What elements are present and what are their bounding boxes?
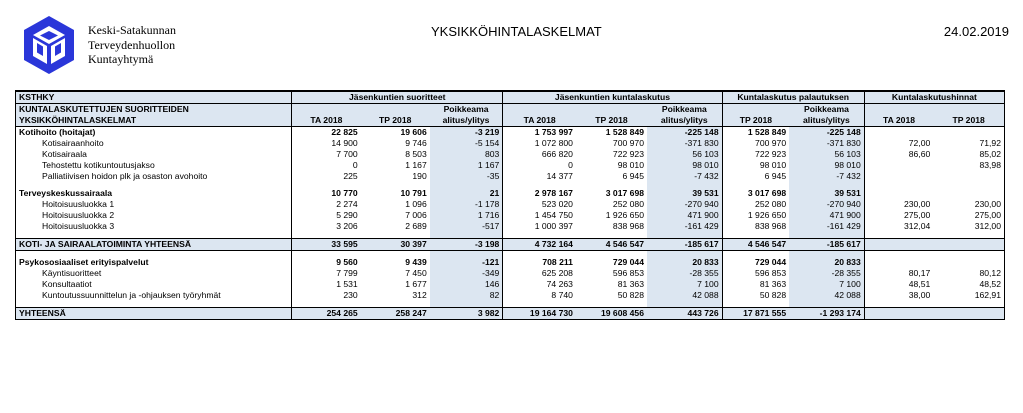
table-cell: 56 103 — [647, 149, 722, 160]
table-cell: 38,00 — [864, 290, 933, 301]
table-cell: -7 432 — [647, 171, 722, 182]
table-cell: 3 017 698 — [605, 188, 644, 198]
table-cell: 722 923 — [722, 149, 789, 160]
table-cell: 7 799 — [292, 268, 361, 279]
row-label: Hoitoisuusluokka 2 — [16, 210, 292, 221]
column-header: alitus/ylitys — [647, 115, 722, 127]
table-subtitle: YKSIKKÖHINTALASKELMAT — [16, 115, 292, 127]
table-cell: 6 945 — [622, 171, 644, 181]
row-label: Psykososiaaliset erityispalvelut — [16, 257, 292, 268]
table-row — [16, 279, 1005, 290]
org-line-2: Terveydenhuollon — [88, 37, 176, 52]
table-cell: -5 154 — [430, 138, 503, 149]
table-cell: -225 148 — [789, 127, 864, 139]
table-cell: 2 978 167 — [503, 188, 576, 199]
table-cell: 56 103 — [789, 149, 864, 160]
table-cell: 42 088 — [647, 290, 722, 301]
column-header: Poikkeama — [789, 104, 864, 116]
table-cell: 1 926 650 — [722, 210, 789, 221]
table-cell: 230,00 — [864, 199, 933, 210]
table-cell: 312,04 — [864, 221, 933, 232]
table-cell: 81 363 — [617, 279, 644, 289]
table-cell: 8 740 — [503, 290, 576, 301]
table-cell: 146 — [430, 279, 503, 290]
table-cell: 1 167 — [430, 160, 503, 171]
table-cell: 252 080 — [722, 199, 789, 210]
total-row — [16, 239, 1005, 251]
table-cell: 10 770 — [292, 188, 361, 199]
row-label: Kuntoutussuunnittelun ja -ohjauksen työryhmät — [16, 290, 292, 301]
table-cell — [864, 308, 933, 320]
table-cell: 81 363 — [722, 279, 789, 290]
table-cell — [933, 239, 1004, 251]
table-cell — [864, 239, 933, 251]
table-cell: 1 926 650 — [605, 210, 644, 220]
table-cell: 71,92 — [933, 138, 1004, 149]
table-cell: 6 945 — [722, 171, 789, 182]
table-cell: 7 100 — [789, 279, 864, 290]
table-row — [16, 127, 1005, 139]
table-cell: 1 096 — [405, 199, 427, 209]
column-header: TP 2018 — [933, 115, 1004, 127]
table-cell: 230 — [292, 290, 361, 301]
table-cell: -371 830 — [647, 138, 722, 149]
table-cell — [864, 160, 933, 171]
table-cell: 39 531 — [789, 188, 864, 199]
row-label: Kotisairaanhoito — [16, 138, 292, 149]
table-row — [16, 199, 1005, 210]
table-cell: -3 219 — [430, 127, 503, 139]
table-cell: 9 439 — [405, 257, 427, 267]
table-cell — [933, 308, 1004, 320]
table-cell: 625 208 — [503, 268, 576, 279]
column-header: TP 2018 — [722, 115, 789, 127]
table-cell: 19 164 730 — [503, 308, 576, 320]
table-cell: 10 791 — [400, 188, 427, 198]
table-cell: -1 178 — [430, 199, 503, 210]
table-row — [16, 210, 1005, 221]
table-cell: -185 617 — [789, 239, 864, 251]
table-cell: 98 010 — [617, 160, 644, 170]
table-cell: 21 — [430, 188, 503, 199]
table-row — [16, 257, 1005, 268]
table-cell: 80,12 — [933, 268, 1004, 279]
table-cell: 2 689 — [405, 221, 427, 231]
table-cell: 98 010 — [647, 160, 722, 171]
table-cell: 275,00 — [864, 210, 933, 221]
table-cell: 83,98 — [933, 160, 1004, 171]
group-header-row — [16, 91, 1005, 104]
group-header: Jäsenkuntien suoritteet — [292, 91, 503, 104]
table-cell: -270 940 — [789, 199, 864, 210]
table-cell: -517 — [430, 221, 503, 232]
table-cell: -225 148 — [647, 127, 722, 139]
column-header: TP 2018 — [361, 115, 430, 127]
table-cell: 190 — [412, 171, 427, 181]
document-date: 24.02.2019 — [943, 24, 1009, 39]
table-cell: 39 531 — [647, 188, 722, 199]
corner-label: KSTHKY — [16, 91, 292, 104]
column-header: alitus/ylitys — [430, 115, 503, 127]
table-cell: 8 503 — [405, 149, 427, 159]
group-header: Kuntalaskutushinnat — [864, 91, 1004, 104]
column-header: TP 2018 — [576, 115, 647, 127]
table-cell: 471 900 — [647, 210, 722, 221]
table-cell: 708 211 — [503, 257, 576, 268]
row-label: Kotihoito (hoitajat) — [16, 127, 292, 139]
table-cell: -1 293 174 — [789, 308, 864, 320]
table-cell: -349 — [430, 268, 503, 279]
row-label: Hoitoisuusluokka 1 — [16, 199, 292, 210]
table-cell: 225 — [292, 171, 361, 182]
table-cell: 7 450 — [405, 268, 427, 278]
table-cell: 3 206 — [292, 221, 361, 232]
table-cell: 19 608 456 — [576, 308, 647, 320]
column-header: Poikkeama — [647, 104, 722, 116]
table-row — [16, 221, 1005, 232]
table-cell: 86,60 — [864, 149, 933, 160]
table-cell: 254 265 — [292, 308, 361, 320]
table-cell: 48,52 — [933, 279, 1004, 290]
table-row — [16, 268, 1005, 279]
table-cell: 74 263 — [503, 279, 576, 290]
table-cell: -28 355 — [789, 268, 864, 279]
group-header: Jäsenkuntien kuntalaskutus — [503, 91, 722, 104]
table-cell: 2 274 — [292, 199, 361, 210]
table-cell: 729 044 — [722, 257, 789, 268]
table-cell: 312,00 — [933, 221, 1004, 232]
table-row — [16, 138, 1005, 149]
table-cell: 3 017 698 — [722, 188, 789, 199]
table-cell: 252 080 — [612, 199, 644, 209]
group-header: Kuntalaskutus palautuksen — [722, 91, 864, 104]
row-label: Tehostettu kotikuntoutusjakso — [16, 160, 292, 171]
table-cell: 471 900 — [789, 210, 864, 221]
table-cell: -35 — [430, 171, 503, 182]
table-cell: 3 982 — [430, 308, 503, 320]
table-cell: 5 290 — [292, 210, 361, 221]
table-cell: 14 900 — [292, 138, 361, 149]
row-label: YHTEENSÄ — [16, 308, 292, 320]
table-cell: 1 531 — [292, 279, 361, 290]
table-cell: -7 432 — [789, 171, 864, 182]
table-cell: 14 377 — [503, 171, 576, 182]
row-label: Palliatiivisen hoidon plk ja osaston avohoito — [16, 171, 292, 182]
table-row — [16, 290, 1005, 301]
table-cell: 1 528 849 — [605, 127, 644, 137]
column-header: TA 2018 — [292, 115, 361, 127]
table-cell: 4 546 547 — [576, 239, 647, 251]
table-cell: 80,17 — [864, 268, 933, 279]
table-cell: 666 820 — [503, 149, 576, 160]
table-cell: -121 — [430, 257, 503, 268]
table-cell: 17 871 555 — [722, 308, 789, 320]
table-row — [16, 149, 1005, 160]
table-cell: 729 044 — [612, 257, 644, 267]
table-cell: 1 528 849 — [722, 127, 789, 139]
table-cell: 4 732 164 — [503, 239, 576, 251]
row-label: Hoitoisuusluokka 3 — [16, 221, 292, 232]
table-cell: 19 606 — [400, 127, 427, 137]
org-line-1: Keski-Satakunnan — [88, 23, 176, 37]
row-label: KOTI- JA SAIRAALATOIMINTA YHTEENSÄ — [16, 239, 292, 251]
table-cell: 312 — [412, 290, 427, 300]
organization-logo — [18, 14, 80, 76]
table-cell: 275,00 — [933, 210, 1004, 221]
table-cell: 98 010 — [722, 160, 789, 171]
row-label: Kotisairaala — [16, 149, 292, 160]
table-row — [16, 188, 1005, 199]
table-cell: 1 072 800 — [503, 138, 576, 149]
column-header-row-2 — [16, 115, 1005, 127]
table-cell: 1 167 — [405, 160, 427, 170]
table-cell: -371 830 — [789, 138, 864, 149]
table-cell: 596 853 — [722, 268, 789, 279]
table-cell: 1 000 397 — [503, 221, 576, 232]
table-cell: 596 853 — [612, 268, 644, 278]
table-cell: 803 — [430, 149, 503, 160]
table-cell: 22 825 — [292, 127, 361, 139]
row-label: Konsultaatiot — [16, 279, 292, 290]
column-header: TA 2018 — [503, 115, 576, 127]
table-cell: 98 010 — [789, 160, 864, 171]
table-cell: 50 828 — [617, 290, 644, 300]
table-cell: 700 970 — [612, 138, 644, 148]
table-cell — [864, 257, 933, 268]
table-cell: 82 — [430, 290, 503, 301]
table-cell: -161 429 — [647, 221, 722, 232]
table-cell: -270 940 — [647, 199, 722, 210]
table-cell: 1 677 — [405, 279, 427, 289]
table-cell: 9 746 — [405, 138, 427, 148]
table-cell: 33 595 — [292, 239, 361, 251]
table-cell: 7 100 — [647, 279, 722, 290]
table-cell: 9 560 — [292, 257, 361, 268]
table-cell: 230,00 — [933, 199, 1004, 210]
org-line-3: Kuntayhtymä — [88, 52, 154, 66]
table-cell: 258 247 — [361, 308, 430, 320]
table-cell: 4 546 547 — [722, 239, 789, 251]
table-row — [16, 160, 1005, 171]
table-cell: 1 716 — [430, 210, 503, 221]
table-cell: 30 397 — [361, 239, 430, 251]
unit-price-table — [15, 90, 1005, 320]
table-cell — [864, 127, 933, 139]
table-cell: 7 006 — [405, 210, 427, 220]
table-cell — [864, 171, 933, 182]
table-cell: 0 — [292, 160, 361, 171]
total-row — [16, 308, 1005, 320]
table-row — [16, 171, 1005, 182]
table-cell: 20 833 — [647, 257, 722, 268]
table-cell: 700 970 — [722, 138, 789, 149]
table-subtitle: KUNTALASKUTETTUJEN SUORITTEIDEN — [16, 104, 292, 116]
table-cell: 50 828 — [722, 290, 789, 301]
document-title: YKSIKKÖHINTALASKELMAT — [431, 24, 602, 39]
table-cell: 838 968 — [722, 221, 789, 232]
table-cell: 838 968 — [612, 221, 644, 231]
table-cell: 162,91 — [933, 290, 1004, 301]
table-cell — [933, 171, 1004, 182]
table-cell: -28 355 — [647, 268, 722, 279]
table-cell: 1 753 997 — [503, 127, 576, 139]
row-label: Käyntisuoritteet — [16, 268, 292, 279]
table-cell — [864, 188, 933, 199]
organization-name — [88, 23, 176, 67]
column-header: Poikkeama — [430, 104, 503, 116]
column-header-row-1 — [16, 104, 1005, 116]
table-cell: 7 700 — [292, 149, 361, 160]
table-cell: -3 198 — [430, 239, 503, 251]
table-cell: 722 923 — [612, 149, 644, 159]
table-cell: 443 726 — [647, 308, 722, 320]
table-cell: 85,02 — [933, 149, 1004, 160]
table-cell: 20 833 — [789, 257, 864, 268]
table-cell: -161 429 — [789, 221, 864, 232]
column-header: TA 2018 — [864, 115, 933, 127]
table-cell: -185 617 — [647, 239, 722, 251]
table-cell — [933, 257, 1004, 268]
table-cell: 523 020 — [503, 199, 576, 210]
table-cell: 1 454 750 — [503, 210, 576, 221]
table-cell: 72,00 — [864, 138, 933, 149]
table-cell — [933, 127, 1004, 139]
column-header: alitus/ylitys — [789, 115, 864, 127]
table-cell: 0 — [503, 160, 576, 171]
table-cell: 42 088 — [789, 290, 864, 301]
table-cell — [933, 188, 1004, 199]
table-cell: 48,51 — [864, 279, 933, 290]
row-label: Terveyskeskussairaala — [16, 188, 292, 199]
